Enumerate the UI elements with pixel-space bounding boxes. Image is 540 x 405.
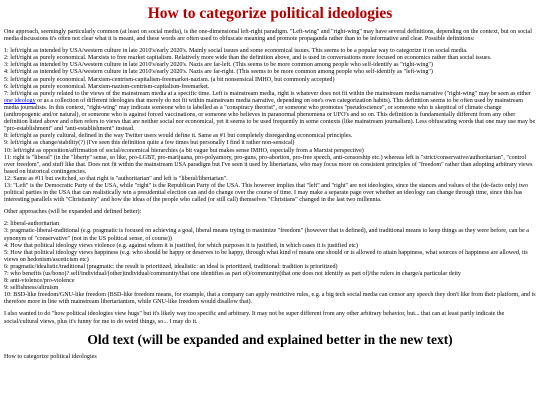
other-approach-item: 7: who benefits (us/bono)? self/individual/(other)individual/community/that one identifies as part of)/community(that one does not identify as part of)/the rulers in charge/a particular deity xyxy=(4,271,461,277)
definition-item: 5: left/right as purely economical. Marxism-centrism-capitalism-freemarket-nazism. (a bit nonsensical IMHO, but commonly accepted) xyxy=(4,76,335,83)
definition-item: 9: left/right as change/stability(?) (I've seen this definition quite a few times but personally I find it rather non-sensical) xyxy=(4,140,295,147)
definition-item: 2: left/right as purely economical. Marxists to free market capitalism. Relatively more wide than the definition above, and is used in conversations more focused on economics rather than social issues. xyxy=(4,55,492,62)
definition-item: 4: left/right as intended by USA/western culture in late 2010's/early 2020's. Nazis are far-right. (This seems to be more common among people who self-identify as "left-wing") xyxy=(4,69,433,76)
old-text-first-line: How to categorize political ideologies xyxy=(4,353,97,360)
other-approach-item: 4: How that political ideology views violence (e.g. against whom it is justified, for which purposes it is justified, in which cases it is justified etc) xyxy=(4,242,358,249)
definition-item: 7: left/right as purely related to the views of the mainstream media at a specific time. Left is mainstream media, right is whatever does not fit within the mainstream media narrative ("right-wing" may be seen as either one ideology or as a collection of different ideologies that merely do not fit within mainstream media narrative, depending on one's own categorization habits). This definition seems to be often used by mainstream media journalists. In this context, "right-wing" may indicate someone who is labelled as a "conspiracy theorist", or someone who promotes "pseudoscience", or someone who is skeptical of climate change (anthropogenic and/or natural), or someone who is against forced vaccinations, or someone who believes in paranormal phenomena or UFO's and so on. This definition is fundamentally different from any other definition listed above and often refers to views that are neither social nor economical, yet it seems to be used frequently in some contexts (like mainstream journalism). Less obfuscating words that one may use may be "pro-establishment" and "anti-establishment" instead. xyxy=(4,90,536,133)
other-approach-item: 10: BSD-like freedom/GNU-like freedom (BSD-like freedom means, for example, that a company can apply restrictive rules, e.g. a big tech social media can censor any speech they don't like from their platform, and is therefore more in line with mainstream libertarianism, while GNU-like freedom would disallow that). xyxy=(4,292,536,306)
definition-item: 6: left/right as purely economical. Marxism-nazism-centrism-capitalism-freemarket. xyxy=(4,83,210,90)
other-approaches-list xyxy=(4,221,536,306)
intro-paragraph: One approach, seemingly particularly common (at least on social media), is the one-dimensional left-right paradigm. "Left-wing" and "right-wing" may have several definitions, depending on the context, but on social media discussions it's often not clear what it is meant, and these words are often used to obfuscate meaning and promote propaganda rather than to be informative and clear. Possible definitions: xyxy=(4,29,532,43)
definition-item: 11: right is "liberal" (in the "liberty" sense, so like, pro-LGBT, pro-marijuana, pro-polyamory, pro-guns, pro-abortion, pro-free speech, anti-censorship etc.) whereas left is "strict/conservative/authoritarian", "control over freedom", and stuff like that. Does not fit within the mainstream USA paradigm but I've seen it used by libertarians, who may focus more on consistent principles of "freedom" rather than adopting arbitrary views based on historical contingencies. xyxy=(4,154,533,175)
other-approach-item: 5: How that political ideology views happiness (e.g. who should be happy or deserves to be happy, through what kind of means one should or is allowed to attain happiness, what sources of happiness are allowed, its views on hedonism/asceticism etc) xyxy=(4,249,528,263)
closing-paragraph: I also wanted to do "how political ideologies view hugs" but it's likely way too specific and arbitrary. It may not be super different from any other arbitrary behavior, but... that can at least partly indicate the social/cultural views, plus it's funny for me to do weird things, so... I may do it. xyxy=(4,311,505,325)
definition-item: 1: left/right as intended by USA/western culture in late 2010's/early 2020's. Mainly social issues and some economical issues. This seems to be a popular way to categorize it on social media. xyxy=(4,48,468,55)
one-ideology-link[interactable]: one ideology xyxy=(4,97,36,104)
definition-item: 12: Same as #11 but switched, so that right is "authoritarian" and left is "liberal/libertarian". xyxy=(4,175,228,182)
definition-item: 8: left/right as purely cultural, defined in the way Twitter users would define it. Same as #1 but completely disregarding economical principles. xyxy=(4,133,353,140)
old-text-heading: Old text (will be expanded and explained better in the new text) xyxy=(87,331,453,347)
other-approach-item: 2: liberal-authoritarian xyxy=(4,221,59,228)
page-title: How to categorize political ideologies xyxy=(147,5,393,22)
definitions-list xyxy=(4,48,536,204)
definition-item: 3: left/right as intended by USA/western culture in late 2010's/early 2020's. Nazis are far-left. (This seems to be more common among people who self-identify as "right-wing") xyxy=(4,62,433,69)
definition-item: 10: left/right as opposition/affirmation of social/economical hierarchies (a bit vague but makes sense IMHO, especially from a Marxist perspective) xyxy=(4,147,364,154)
other-approach-item: 6: pragmatic/idealistic/traditional (pragmatic: the result is prioritized, idealistic: an ideal is prioritized, traditional: tradition is prioritized) xyxy=(4,263,338,270)
other-approach-item: 3: pragmatic-liberal-traditional (e.g. pragmatic is focused on achieving a goal, liberal means trying to maximize "freedom" (however that is defined), and traditional means to keep things as they were before, can be a synonym of "conservative" (not in the US political sense, of course)) xyxy=(4,228,529,242)
other-approach-item: 8: anti-violence/pro-violence xyxy=(4,278,75,285)
definition-item: 13: "Left" is the Democratic Party of the USA, while "right" is the Republican Party of the USA. This however implies that "left" and "right" are not ideologies, since the stances and values of the (de-facto only) two political parties in the USA that can realistically win a presidential election can and do change over the course of time. I may make a separate page over whether an ideology can change through time, since this has interesting parallels with "Christianity" and how the ideas of the people who called (or still call) themselves "Christians" changed in the last two millennia. xyxy=(4,182,529,204)
other-approaches-heading: Other approaches (will be expanded and defined better): xyxy=(4,209,142,216)
other-approach-item: 9: selfishness/altruism xyxy=(4,285,59,292)
